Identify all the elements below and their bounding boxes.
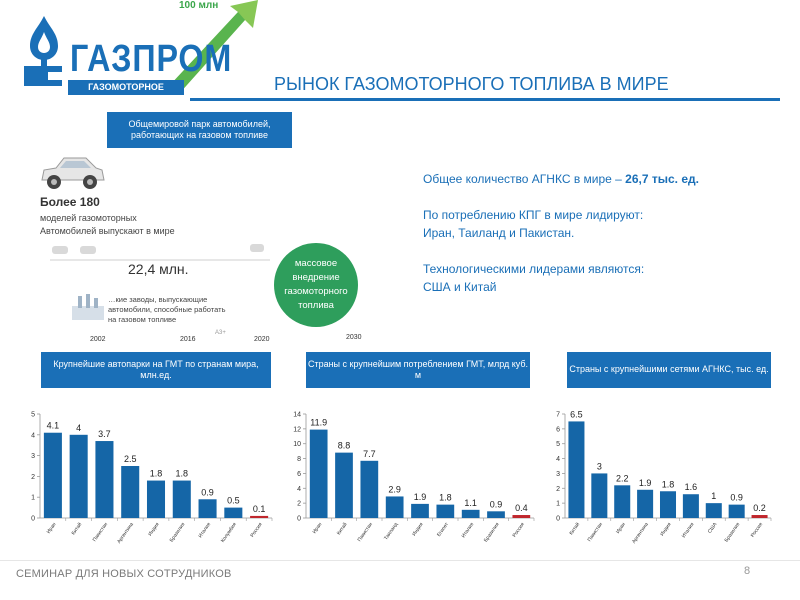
models-count: Более 180	[40, 195, 100, 209]
bar	[660, 491, 676, 518]
y-tick-label: 1	[556, 500, 560, 508]
y-tick-label: 6	[556, 426, 560, 434]
x-tick-label: Иран	[45, 521, 58, 535]
y-tick-label: 12	[293, 426, 301, 434]
y-tick-label: 2	[297, 500, 301, 508]
brand-name: ГАЗПРОМ	[70, 38, 233, 80]
bar	[224, 508, 242, 518]
y-tick-label: 0	[31, 515, 35, 523]
y-tick-label: 0	[297, 515, 301, 523]
bar	[199, 499, 217, 518]
y-tick-label: 4	[556, 456, 560, 464]
data-label: 4.1	[46, 420, 60, 431]
bar	[706, 503, 722, 518]
fleet-bar-chart	[20, 402, 280, 552]
x-tick-label: Бразилия	[168, 521, 187, 544]
y-tick-label: 14	[293, 411, 301, 419]
bar	[591, 473, 607, 518]
chart-title-fleets: Крупнейшие автопарки на ГМТ по странам мира, млн.ед.	[41, 352, 271, 388]
x-tick-label: Колумбия	[220, 521, 238, 544]
x-tick-label: Египет	[436, 521, 450, 538]
data-label: 6.5	[570, 409, 583, 420]
bar	[44, 433, 62, 518]
data-label: 7.7	[363, 448, 376, 459]
x-tick-label: Пакистан	[356, 521, 374, 543]
chart-title-stations: Страны с крупнейшими сетями АГНКС, тыс. ед.	[567, 352, 771, 388]
year-label: 2030	[346, 334, 362, 341]
x-tick-label: Италия	[197, 521, 213, 540]
x-tick-label: США	[706, 521, 719, 535]
x-tick-label: Индия	[659, 521, 673, 538]
data-label: 1.8	[661, 479, 675, 490]
bar	[614, 485, 630, 518]
x-tick-label: Китай	[70, 521, 84, 537]
data-label: 0.9	[730, 492, 743, 503]
data-label: 0.9	[489, 499, 503, 510]
y-tick-label: 6	[297, 470, 301, 478]
data-label: 0.9	[201, 487, 214, 498]
bar	[335, 453, 353, 518]
x-tick-label: Бразилия	[723, 521, 742, 544]
footer-seminar: СЕМИНАР ДЛЯ НОВЫХ СОТРУДНИКОВ	[16, 568, 232, 580]
data-label: 3.7	[98, 429, 111, 440]
mass-adoption-circle: массовое внедрение газомоторного топлива	[274, 243, 358, 327]
fact-stations: Общее количество АГНКС в мире – 26,7 тыс. ед.	[423, 172, 699, 186]
x-tick-label: Таиланд	[383, 521, 400, 542]
data-label: 1.8	[149, 468, 163, 479]
bar	[250, 516, 268, 518]
bar	[752, 515, 768, 518]
data-label: 11.9	[310, 417, 328, 428]
data-label: 1.9	[638, 477, 652, 488]
data-label: 8.8	[337, 440, 351, 451]
mini-cars-graphic	[50, 238, 270, 262]
page-title: РЫНОК ГАЗОМОТОРНОГО ТОПЛИВА В МИРЕ	[274, 74, 669, 94]
x-tick-label: Пакистан	[586, 521, 604, 543]
page-number: 8	[744, 565, 751, 577]
bar	[310, 430, 328, 518]
stations-value: 26,7 тыс. ед.	[625, 172, 699, 186]
y-tick-label: 4	[31, 432, 35, 440]
bar	[683, 494, 699, 518]
y-tick-label: 1	[31, 494, 35, 502]
x-tick-label: Россия	[511, 521, 526, 539]
y-tick-label: 3	[31, 453, 35, 461]
bar	[360, 461, 378, 518]
data-label: 4	[76, 422, 82, 433]
data-label: 2.5	[123, 454, 137, 464]
data-label: 1.9	[413, 491, 427, 502]
x-tick-label: Россия	[249, 521, 264, 539]
data-label: 3	[596, 461, 602, 472]
factory-icon	[70, 292, 106, 322]
x-tick-label: Китай	[335, 521, 349, 537]
y-tick-label: 5	[556, 441, 560, 449]
faint-mark: A3+	[215, 330, 226, 336]
year-label: 2020	[254, 336, 270, 343]
x-tick-label: Индия	[147, 521, 161, 538]
x-tick-label: Россия	[749, 521, 765, 539]
y-tick-label: 7	[556, 411, 560, 419]
x-tick-label: Китай	[568, 521, 582, 537]
y-tick-label: 2	[31, 473, 35, 481]
data-label: 1.8	[439, 492, 452, 503]
x-tick-label: Индия	[411, 521, 425, 538]
bar	[121, 466, 139, 518]
fact-consumption: По потреблению КПГ в мире лидируют: Иран, Таиланд и Пакистан.	[423, 208, 644, 240]
data-label: 1	[711, 491, 717, 502]
x-tick-label: Аргентина	[116, 521, 135, 545]
footer-divider	[0, 560, 800, 561]
brand-subtitle: ГАЗОМОТОРНОЕ ТОПЛИВО	[68, 80, 184, 95]
stations-bar-chart	[543, 402, 778, 552]
bar	[729, 505, 745, 518]
models-description: моделей газомоторных Автомобилей выпускают в мире	[40, 213, 175, 237]
bar	[95, 441, 113, 518]
consumption-bar-chart	[282, 402, 542, 552]
car-icon	[38, 152, 106, 194]
y-tick-label: 5	[31, 411, 35, 419]
bar	[173, 481, 191, 518]
bar	[436, 505, 454, 518]
year-label: 2002	[90, 336, 106, 343]
bar	[487, 511, 505, 518]
y-tick-label: 4	[297, 485, 301, 493]
data-label: 1.8	[175, 468, 189, 479]
bar	[568, 421, 584, 518]
bar	[411, 504, 429, 518]
data-label: 0.4	[515, 503, 528, 514]
x-tick-label: Бразилия	[482, 521, 501, 544]
chart-title-consumption: Страны с крупнейшим потреблением ГМТ, млрд куб. м	[306, 352, 530, 388]
bar	[147, 481, 165, 518]
y-tick-label: 2	[556, 485, 560, 493]
y-tick-label: 3	[556, 470, 560, 478]
factory-description: …кие заводы, выпускающие автомобили, способные работать на газовом топливе	[108, 295, 226, 325]
fact-technology: Технологическими лидерами являются: США и Китай	[423, 262, 645, 294]
data-label: 2.9	[388, 484, 401, 495]
data-label: 0.2	[753, 503, 766, 514]
data-label: 0.5	[227, 495, 240, 506]
y-tick-label: 0	[556, 515, 560, 523]
bar	[70, 435, 88, 518]
x-tick-label: Италия	[460, 521, 476, 540]
bar	[462, 510, 480, 518]
y-tick-label: 8	[297, 456, 301, 464]
data-label: 2.2	[615, 473, 629, 484]
x-tick-label: Пакистан	[91, 521, 110, 543]
y-tick-label: 10	[293, 441, 301, 449]
year-label: 2016	[180, 336, 196, 343]
x-tick-label: Иран	[615, 521, 627, 535]
bar	[512, 515, 530, 518]
data-label: 1.1	[464, 497, 477, 508]
fleet-value: 22,4 млн.	[128, 261, 189, 277]
x-tick-label: Италия	[680, 521, 696, 540]
x-tick-label: Иран	[311, 521, 324, 535]
data-label: 1.6	[684, 482, 698, 493]
gazprom-logo-icon	[18, 14, 70, 94]
arrow-label: 100 млн	[179, 0, 219, 11]
title-underline	[190, 98, 780, 101]
x-tick-label: Аргентина	[631, 521, 650, 545]
park-label-box: Общемировой парк автомобилей, работающих на газовом топливе	[107, 112, 292, 148]
bar	[386, 496, 404, 518]
data-label: 0.1	[252, 503, 266, 514]
bar	[637, 490, 653, 518]
facts-block	[423, 170, 699, 314]
